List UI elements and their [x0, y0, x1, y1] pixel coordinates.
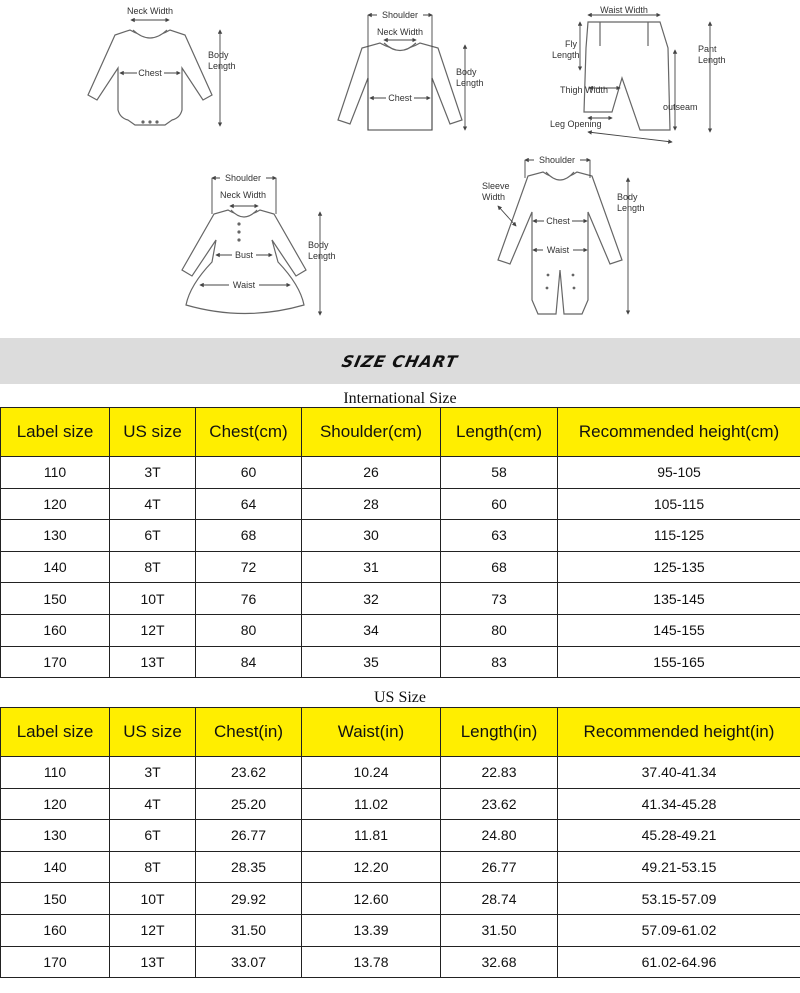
table-cell: 41.34-45.28	[558, 788, 800, 820]
table-cell: 12.60	[302, 883, 441, 915]
pants-waist-width-label: Waist Width	[600, 5, 648, 15]
dress-neck-width-label: Neck Width	[219, 190, 267, 200]
header-us-size: US size	[110, 708, 196, 757]
table-row	[1, 614, 800, 646]
table-cell: 8T	[110, 851, 196, 883]
table-row	[1, 820, 800, 852]
table-row	[1, 520, 800, 552]
header-recommended-height: Recommended height(in)	[558, 708, 800, 757]
bodysuit-chest-label: Chest	[138, 68, 162, 78]
romper-diagram	[482, 154, 645, 314]
pants-thigh-width-label: Thigh Width	[560, 85, 609, 95]
table-row	[1, 488, 800, 520]
table-cell: 31.50	[196, 914, 302, 946]
table-cell: 130	[1, 520, 110, 552]
table-cell: 3T	[110, 757, 196, 789]
table-cell: 26.77	[196, 820, 302, 852]
table-cell: 28	[302, 488, 441, 520]
shirt-diagram	[338, 9, 484, 130]
table-cell: 4T	[110, 488, 196, 520]
table-row	[1, 883, 800, 915]
table-cell: 10T	[110, 583, 196, 615]
table-cell: 49.21-53.15	[558, 851, 800, 883]
table-cell: 83	[441, 646, 558, 678]
pants-fly-length-label-2: Length	[552, 50, 580, 60]
us-size-table	[0, 707, 800, 978]
table-cell: 13T	[110, 946, 196, 978]
table-cell: 95-105	[558, 457, 800, 489]
table-header-row	[1, 408, 800, 457]
international-size-table	[0, 407, 800, 678]
shirt-neck-width-label: Neck Width	[376, 27, 424, 37]
table-cell: 45.28-49.21	[558, 820, 800, 852]
table-cell: 25.20	[196, 788, 302, 820]
table-cell: 80	[196, 614, 302, 646]
dress-diagram	[182, 172, 336, 315]
bodysuit-body-length-label-2: Length	[208, 61, 236, 71]
international-size-caption: International Size	[343, 390, 457, 407]
table-cell: 22.83	[441, 757, 558, 789]
table-cell: 115-125	[558, 520, 800, 552]
dress-body-length-label-1: Body	[308, 240, 329, 250]
table-row	[1, 914, 800, 946]
table-cell: 105-115	[558, 488, 800, 520]
header-recommended-height: Recommended height(cm)	[558, 408, 800, 457]
romper-sleeve-width-label-2: Width	[482, 192, 506, 202]
table-cell: 28.35	[196, 851, 302, 883]
pants-length-label-2: Length	[698, 55, 726, 65]
us-size-caption: US Size	[374, 689, 426, 706]
romper-shoulder-label: Shoulder	[538, 155, 576, 165]
table-cell: 160	[1, 914, 110, 946]
table-cell: 64	[196, 488, 302, 520]
shirt-shoulder-label: Shoulder	[381, 10, 419, 20]
table-row	[1, 551, 800, 583]
table-row	[1, 788, 800, 820]
table-row	[1, 757, 800, 789]
table-cell: 10T	[110, 883, 196, 915]
header-shoulder: Shoulder(cm)	[302, 408, 441, 457]
shirt-chest-label: Chest	[388, 93, 412, 103]
pants-diagram	[550, 5, 726, 142]
dress-waist-label: Waist	[232, 280, 256, 290]
table-cell: 125-135	[558, 551, 800, 583]
table-cell: 170	[1, 646, 110, 678]
table-cell: 140	[1, 851, 110, 883]
table-cell: 73	[441, 583, 558, 615]
header-waist: Waist(in)	[302, 708, 441, 757]
header-us-size: US size	[110, 408, 196, 457]
table-cell: 58	[441, 457, 558, 489]
table-cell: 12T	[110, 914, 196, 946]
header-label-size: Label size	[1, 708, 110, 757]
table-cell: 33.07	[196, 946, 302, 978]
header-label-size: Label size	[1, 408, 110, 457]
table-cell: 53.15-57.09	[558, 883, 800, 915]
table-row	[1, 851, 800, 883]
table-cell: 57.09-61.02	[558, 914, 800, 946]
bodysuit-diagram	[88, 6, 236, 126]
table-cell: 26	[302, 457, 441, 489]
table-cell: 140	[1, 551, 110, 583]
header-chest: Chest(in)	[196, 708, 302, 757]
table-cell: 31.50	[441, 914, 558, 946]
romper-body-length-label-2: Length	[617, 203, 645, 213]
table-cell: 120	[1, 488, 110, 520]
table-cell: 110	[1, 457, 110, 489]
table-cell: 26.77	[441, 851, 558, 883]
table-cell: 68	[441, 551, 558, 583]
dress-bust-label: Bust	[234, 250, 254, 260]
table-header-row	[1, 708, 800, 757]
table-cell: 110	[1, 757, 110, 789]
table-cell: 28.74	[441, 883, 558, 915]
table-cell: 23.62	[196, 757, 302, 789]
table-cell: 4T	[110, 788, 196, 820]
table-cell: 6T	[110, 520, 196, 552]
measurement-diagrams	[0, 0, 800, 336]
table-cell: 135-145	[558, 583, 800, 615]
table-cell: 130	[1, 820, 110, 852]
pants-leg-opening-label: Leg Opening	[550, 119, 602, 129]
table-cell: 8T	[110, 551, 196, 583]
table-cell: 13.39	[302, 914, 441, 946]
table-cell: 13T	[110, 646, 196, 678]
pants-length-label-1: Pant	[698, 44, 717, 54]
table-cell: 37.40-41.34	[558, 757, 800, 789]
table-cell: 63	[441, 520, 558, 552]
table-cell: 155-165	[558, 646, 800, 678]
table-row	[1, 583, 800, 615]
table-row	[1, 646, 800, 678]
table-cell: 120	[1, 788, 110, 820]
table-cell: 23.62	[441, 788, 558, 820]
shirt-body-length-label-2: Length	[456, 78, 484, 88]
table-cell: 24.80	[441, 820, 558, 852]
table-cell: 11.81	[302, 820, 441, 852]
table-cell: 35	[302, 646, 441, 678]
romper-sleeve-width-label-1: Sleeve	[482, 181, 510, 191]
table-row	[1, 946, 800, 978]
table-cell: 60	[441, 488, 558, 520]
table-cell: 11.02	[302, 788, 441, 820]
table-cell: 13.78	[302, 946, 441, 978]
header-length: Length(cm)	[441, 408, 558, 457]
table-cell: 6T	[110, 820, 196, 852]
romper-body-length-label-1: Body	[617, 192, 638, 202]
table-cell: 60	[196, 457, 302, 489]
dress-body-length-label-2: Length	[308, 251, 336, 261]
table-cell: 76	[196, 583, 302, 615]
table-cell: 12.20	[302, 851, 441, 883]
table-cell: 145-155	[558, 614, 800, 646]
size-chart-title: SIZE CHART	[340, 351, 460, 371]
romper-chest-label: Chest	[546, 216, 570, 226]
table-cell: 68	[196, 520, 302, 552]
table-cell: 80	[441, 614, 558, 646]
table-cell: 170	[1, 946, 110, 978]
table-cell: 3T	[110, 457, 196, 489]
bodysuit-body-length-label-1: Body	[208, 50, 229, 60]
header-length: Length(in)	[441, 708, 558, 757]
table-cell: 12T	[110, 614, 196, 646]
table-cell: 30	[302, 520, 441, 552]
table-cell: 150	[1, 583, 110, 615]
table-cell: 160	[1, 614, 110, 646]
table-cell: 32	[302, 583, 441, 615]
romper-waist-label: Waist	[546, 245, 570, 255]
size-chart-banner	[0, 338, 800, 384]
table-cell: 31	[302, 551, 441, 583]
dress-shoulder-label: Shoulder	[224, 173, 262, 183]
shirt-body-length-label-1: Body	[456, 67, 477, 77]
pants-fly-length-label-1: Fly	[565, 39, 577, 49]
table-cell: 29.92	[196, 883, 302, 915]
table-row	[1, 457, 800, 489]
pants-outseam-label: outseam	[663, 102, 698, 112]
table-cell: 84	[196, 646, 302, 678]
table-cell: 150	[1, 883, 110, 915]
table-cell: 72	[196, 551, 302, 583]
table-cell: 61.02-64.96	[558, 946, 800, 978]
table-cell: 34	[302, 614, 441, 646]
table-cell: 32.68	[441, 946, 558, 978]
table-cell: 10.24	[302, 757, 441, 789]
bodysuit-neck-width-label: Neck Width	[126, 6, 174, 16]
header-chest: Chest(cm)	[196, 408, 302, 457]
